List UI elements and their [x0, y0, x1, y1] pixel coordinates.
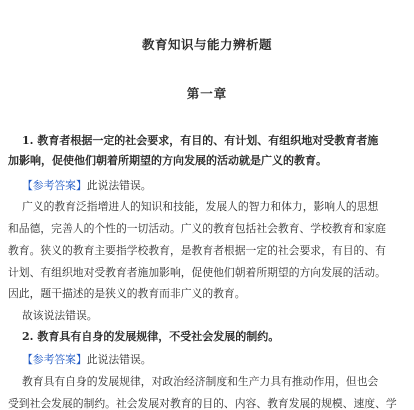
question-text: 加影响，促使他们朝着所期望的方向发展的活动就是广义的教育。 [8, 154, 327, 167]
paragraph-line [8, 266, 414, 279]
paragraph-text: 教育。狭义的教育主要指学校教育，是教育者根据一定的社会要求，有目的、有 [8, 244, 386, 257]
paragraph-text: 故该说法错误。 [22, 309, 98, 322]
paragraph-line [8, 397, 414, 410]
answer-verdict: 此说法错误。 [86, 353, 152, 366]
document-title: 教育知识与能力辨析题 [141, 37, 272, 52]
paragraph-line [22, 309, 414, 322]
question-1-line-1 [22, 134, 414, 147]
paragraph-line [8, 244, 414, 257]
paragraph-text: 计划、有组织地对受教育者施加影响，促使他们朝着所期望的方向发展的活动。 [8, 266, 386, 279]
question-1-line-2 [8, 154, 414, 167]
answer-label: 【参考答案】 [22, 353, 87, 366]
paragraph-line [22, 375, 414, 388]
paragraph-text: 广义的教育泛指增进人的知识和技能，发展人的智力和体力，影响人的思想 [22, 200, 379, 213]
paragraph-line [8, 222, 414, 235]
question-2-line [22, 330, 414, 343]
question-text: 1. 教育者根据一定的社会要求，有目的、有计划、有组织地对受教育者施 [22, 134, 379, 147]
paragraph-text: 和品德，完善人的个性的一切活动。广义的教育包括社会教育、学校教育和家庭 [8, 222, 386, 235]
paragraph-line [8, 287, 414, 300]
answer-verdict: 此说法错误。 [86, 179, 152, 192]
answer-1-line [22, 179, 414, 192]
question-text: 2. 教育具有自身的发展规律，不受社会发展的制约。 [22, 330, 280, 343]
paragraph-text: 受到社会发展的制约。社会发展对教育的目的、内容、教育发展的规模、速度、学 [8, 397, 397, 410]
chapter-heading: 第一章 [186, 86, 228, 101]
paragraph-text: 因此，题干描述的是狭义的教育而非广义的教育。 [8, 287, 246, 300]
answer-label: 【参考答案】 [22, 179, 87, 192]
paragraph-text: 教育具有自身的发展规律，对政治经济制度和生产力具有推动作用，但也会 [22, 375, 379, 388]
answer-2-line [22, 353, 414, 366]
paragraph-line [22, 200, 414, 213]
